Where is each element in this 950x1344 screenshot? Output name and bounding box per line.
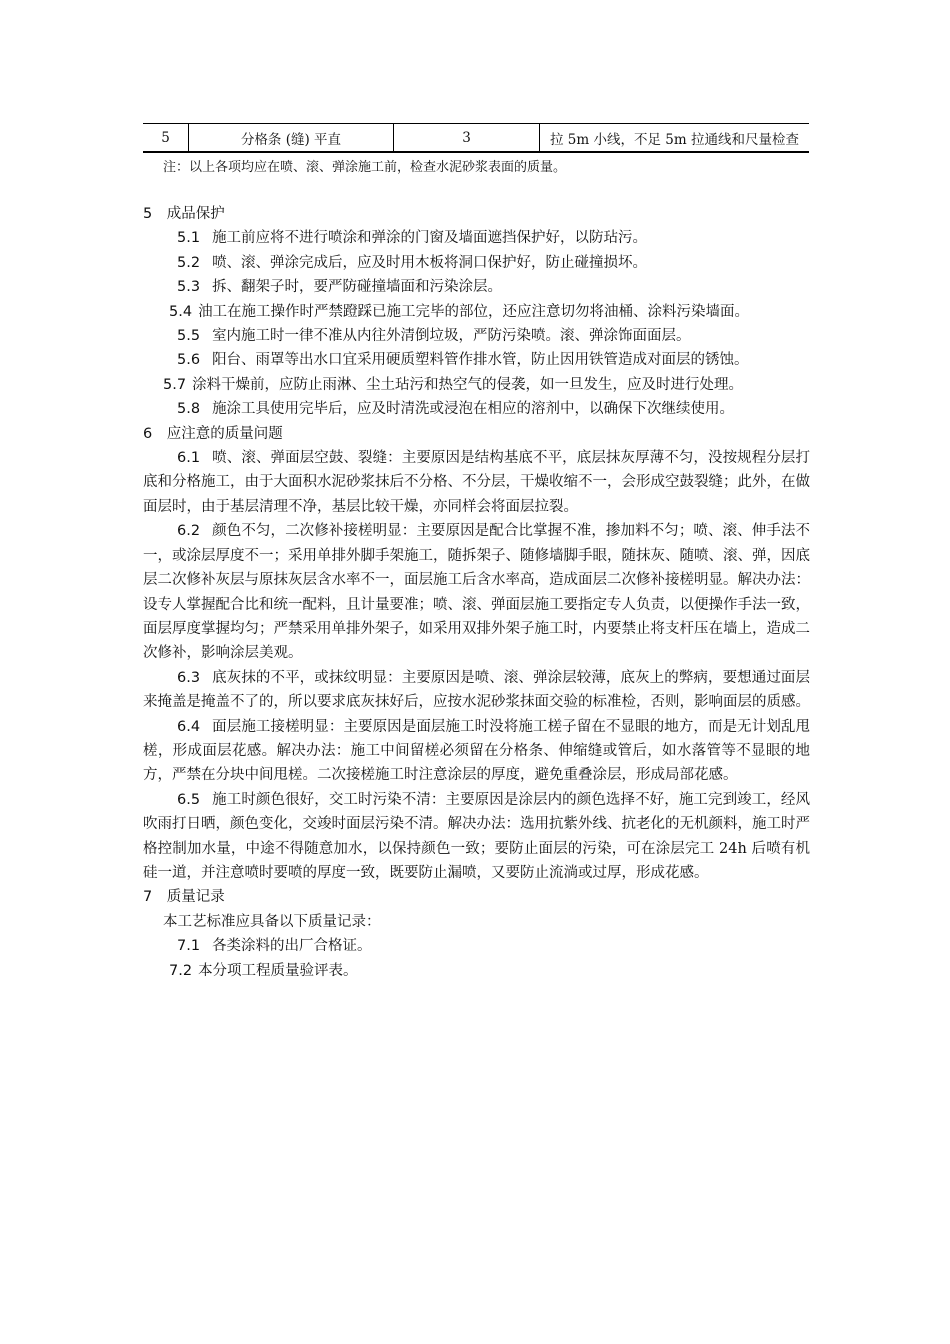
item-text: 室内施工时一律不准从内往外清倒垃圾，严防污染喷。滚、弹涂饰面面层。 — [212, 328, 691, 345]
table-note: 注：以上各项均应在喷、滚、弹涂施工前，检查水泥砂浆表面的质量。 — [163, 160, 567, 175]
list-item — [143, 373, 810, 397]
list-item — [143, 324, 810, 348]
item-number: 6.1 — [177, 450, 201, 467]
item-text: 油工在施工操作时严禁蹬踩已施工完毕的部位，还应注意切勿将油桶、涂料污染墙面。 — [198, 303, 750, 320]
item-text: 喷、滚、弹面层空鼓、裂缝：主要原因是结构基底不平，底层抹灰厚薄不匀，没按规程分层打底和分格施工，由于大面积水泥砂浆抹后不分格、不分层，干燥收缩不一，会形成空鼓裂缝；此外，在做面层时，由于基层清理不净，基层比较干燥，亦同样会将面层拉裂。 — [143, 450, 810, 515]
paragraph — [143, 446, 810, 519]
item-text: 拆、翻架子时，要严防碰撞墙面和污染涂层。 — [212, 279, 503, 296]
section-heading-5: 5 成品保护 — [143, 206, 225, 222]
item-number: 5.3 — [177, 279, 201, 296]
item-text: 各类涂料的出厂合格证。 — [212, 938, 372, 955]
item-text: 涂料干燥前，应防止雨淋、尘土玷污和热空气的侵袭，如一旦发生，应及时进行处理。 — [192, 376, 744, 393]
section-heading-7: 7 质量记录 — [143, 889, 225, 906]
paragraph — [143, 788, 810, 886]
list-item — [143, 251, 810, 275]
item-number: 6.3 — [177, 669, 201, 686]
paragraph — [143, 519, 810, 665]
item-text: 喷、滚、弹涂完成后，应及时用木板将洞口保护好，防止碰撞损坏。 — [212, 254, 648, 271]
list-item — [143, 959, 810, 983]
section-heading-6: 6 应注意的质量问题 — [143, 425, 283, 442]
item-number: 6.2 — [177, 523, 201, 540]
item-number: 7.1 — [177, 938, 201, 955]
table-cell-item: 分格条 (缝) 平直 — [189, 124, 394, 153]
quality-table — [143, 123, 809, 153]
item-text: 底灰抹的不平，或抹纹明显：主要原因是喷、滚、弹涂层较薄，底灰上的弊病，要想通过面层来掩盖是掩盖不了的，所以要求底灰抹好后，应按水泥砂浆抹面交验的标准检，否则，影响面层的质感。 — [143, 669, 810, 711]
item-text: 施涂工具使用完毕后，应及时清洗或浸泡在相应的溶剂中，以确保下次继续使用。 — [212, 401, 735, 418]
item-text: 颜色不匀，二次修补接槎明显：主要原因是配合比掌握不准，掺加料不匀；喷、滚、伸手法不一，或涂层厚度不一；采用单排外脚手架施工，随拆架子、随修墙脚手眼，随抹灰、随喷、滚、弹，因底层二次修补灰层与原抹灰层含水率不一，面层施工后含水率高，造成面层二次修补接槎明显。解决办法：设专人掌握配合比和统一配料，且计量要准；喷、滚、弹面层施工要指定专人负责，以便操作手法一致，面层厚度掌握均匀；严禁采用单排外架子，如采用双排外架子施工时，内要禁止将支杆压在墙上，造成二次修补，影响涂层美观。 — [143, 523, 810, 662]
item-number: 5.8 — [177, 401, 201, 418]
item-number: 5.1 — [177, 230, 201, 247]
item-number: 5.2 — [177, 254, 201, 271]
table-cell-tolerance: 3 — [394, 124, 540, 153]
item-text: 施工前应将不进行喷涂和弹涂的门窗及墙面遮挡保护好，以防玷污。 — [212, 230, 648, 247]
paragraph — [143, 666, 810, 715]
item-text: 面层施工接槎明显：主要原因是面层施工时没将施工槎子留在不显眼的地方，而是无计划乱甩槎，形成面层花感。解决办法：施工中间留槎必须留在分格条、伸缩缝或管后，如水落管等不显眼的地方，严禁在分块中间甩槎。二次接槎施工时注意涂层的厚度，避免重叠涂层，形成局部花感。 — [143, 718, 810, 784]
item-number: 5.5 — [177, 328, 201, 345]
list-item — [143, 300, 810, 324]
table-row — [143, 124, 809, 153]
section-intro: 本工艺标准应具备以下质量记录： — [163, 913, 381, 930]
list-item — [143, 348, 810, 372]
list-item — [143, 226, 810, 250]
item-number: 7.2 — [169, 962, 193, 979]
item-text: 本分项工程质量验评表。 — [198, 962, 358, 979]
item-number: 5.6 — [177, 352, 201, 369]
item-number: 6.4 — [177, 718, 201, 735]
item-text: 施工时颜色很好，交工时污染不清：主要原因是涂层内的颜色选择不好，施工完到竣工，经风吹雨打日晒，颜色变化，交竣时面层污染不清。解决办法：选用抗紫外线、抗老化的无机颜料，施工时严格控制加水量，中途不得随意加水，以保持颜色一致；要防止面层的污染，可在涂层完工 24h 后喷有机硅一道，并注意喷时要喷的厚度一致，既要防止漏喷，又要防止流淌或过厚，形成花感。 — [143, 791, 810, 881]
item-text: 阳台、雨罩等出水口宜采用硬质塑料管作排水管，防止因用铁管造成对面层的锈蚀。 — [212, 352, 749, 369]
list-item — [143, 934, 810, 958]
paragraph — [143, 715, 810, 788]
item-number: 6.5 — [177, 791, 201, 808]
list-item — [143, 275, 810, 299]
item-number: 5.4 — [169, 303, 193, 320]
table-cell-method: 拉 5m 小线，不足 5m 拉通线和尺量检查 — [540, 124, 810, 153]
list-item — [143, 397, 810, 421]
document-body — [143, 202, 810, 983]
item-number: 5.7 — [163, 376, 187, 393]
table-cell-no: 5 — [143, 124, 189, 153]
